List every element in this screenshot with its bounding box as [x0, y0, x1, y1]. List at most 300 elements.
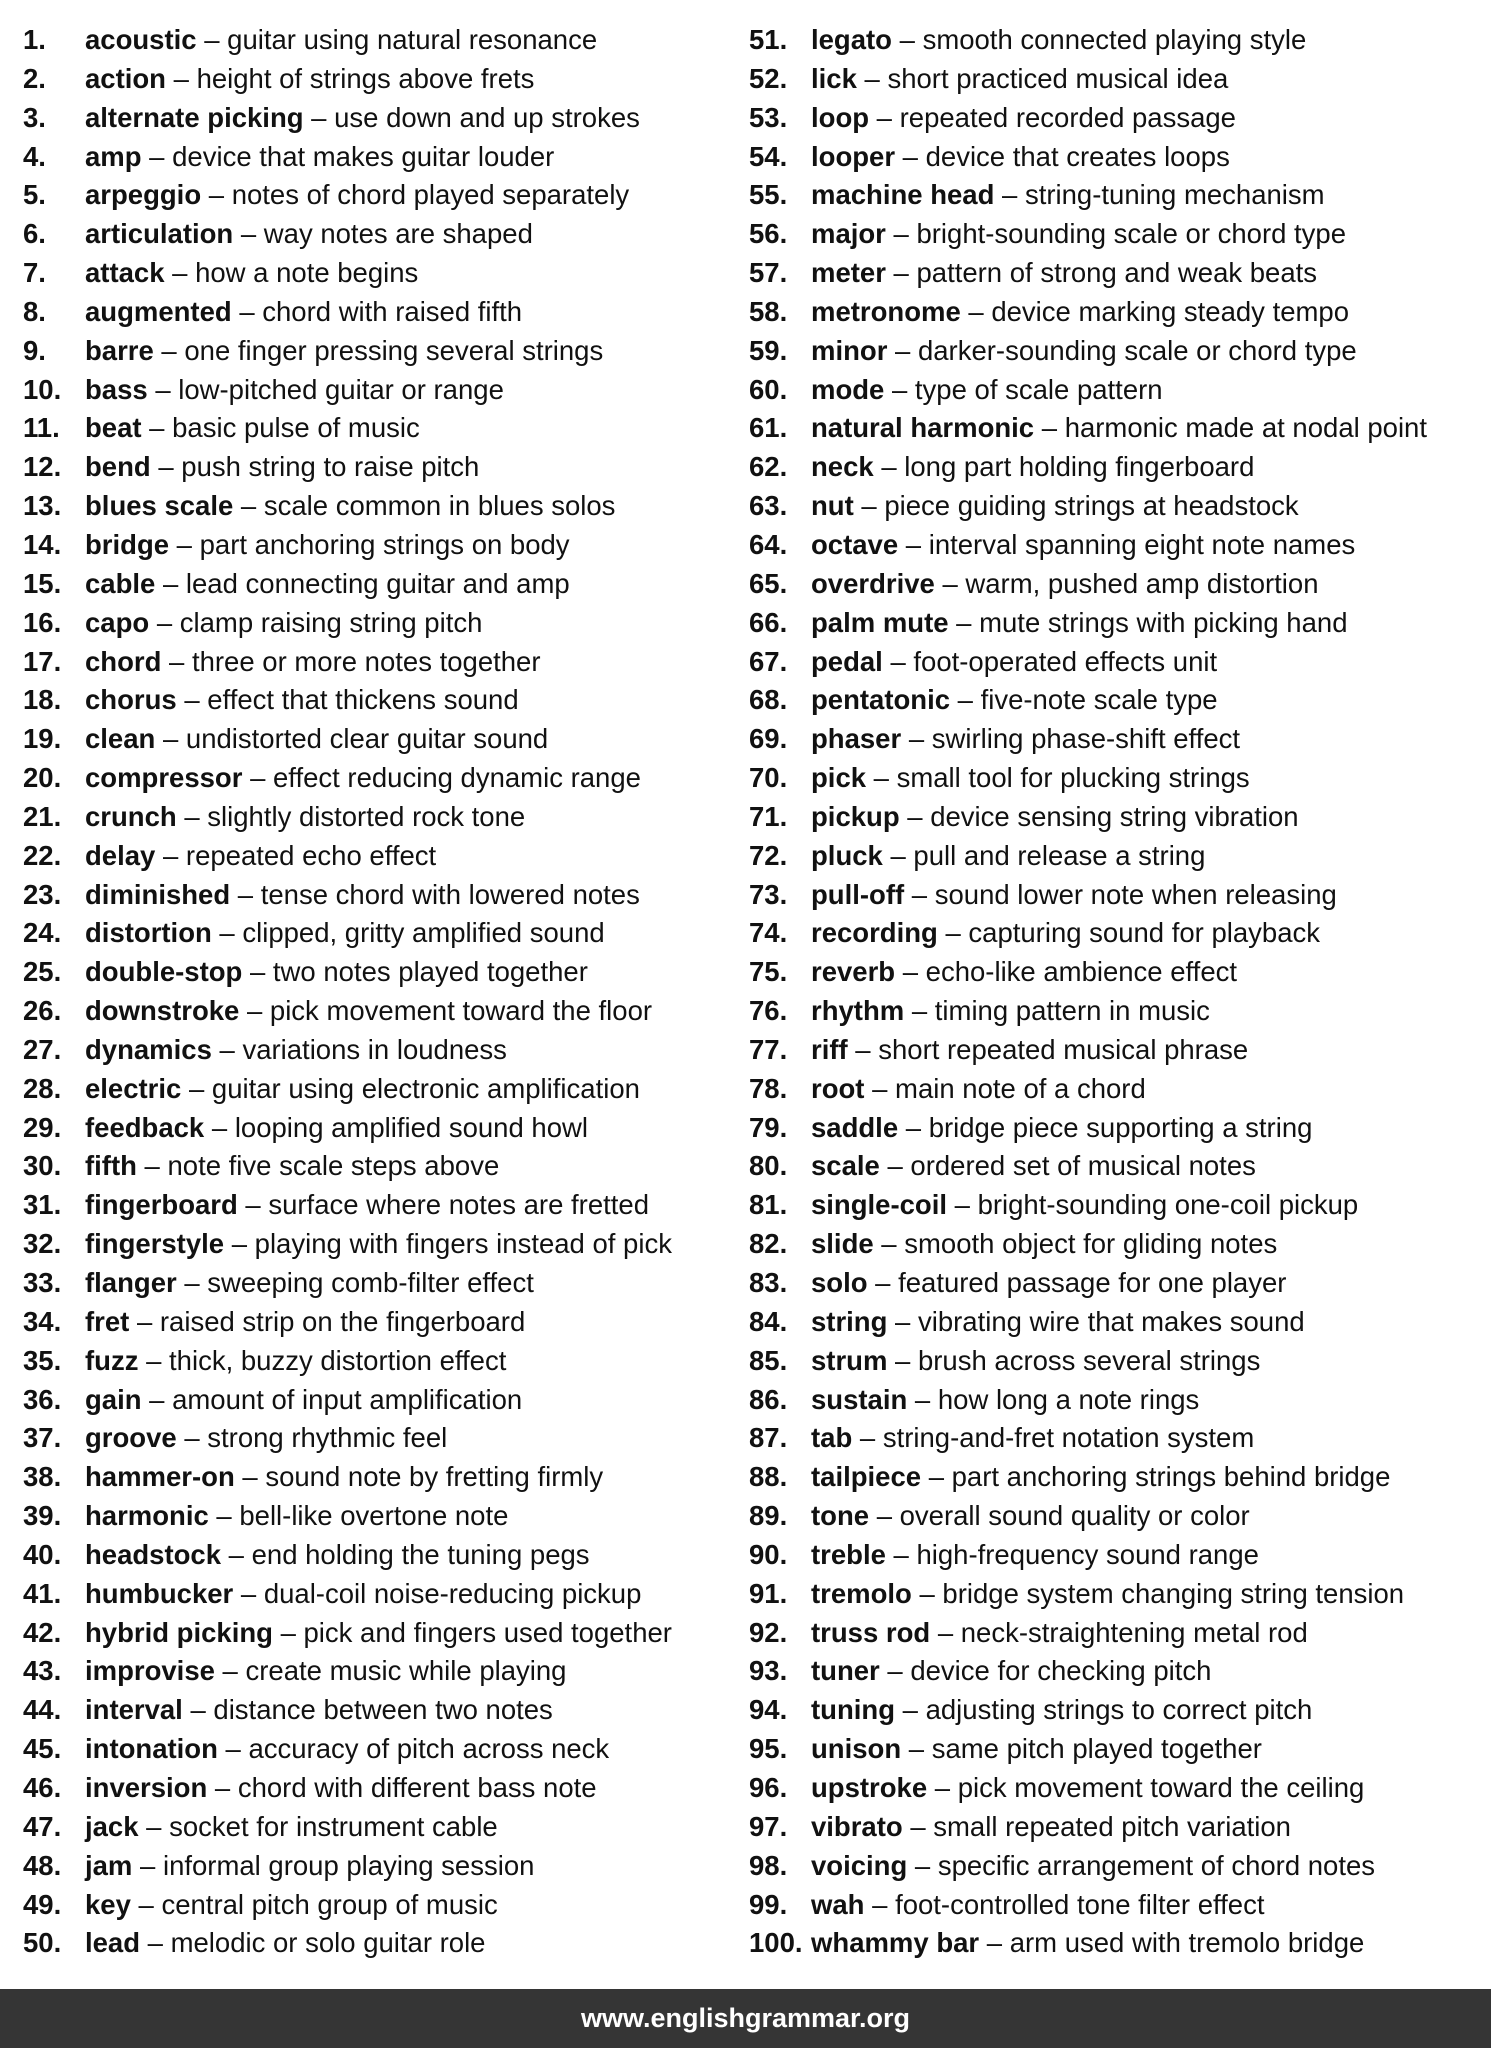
entry-number: 41. [23, 1577, 62, 1609]
entry-term: compressor [85, 762, 243, 794]
entry-definition: same pitch played together [931, 1733, 1262, 1765]
glossary-entry [749, 1225, 1489, 1264]
entry-definition: device that creates loops [925, 140, 1230, 172]
entry-definition: pick movement toward the ceiling [957, 1771, 1365, 1803]
entry-definition: pick and fingers used together [303, 1616, 672, 1648]
entry-term: fuzz [85, 1344, 139, 1376]
entry-term: natural harmonic [811, 412, 1035, 444]
glossary-entry [749, 1730, 1489, 1769]
glossary-entry [749, 1808, 1489, 1847]
entry-separator: – [882, 645, 914, 677]
entry-number: 95. [749, 1733, 788, 1765]
entry-term: amp [85, 140, 142, 172]
entry-term: electric [85, 1072, 182, 1104]
glossary-entry [23, 21, 723, 60]
entry-definition: neck-straightening metal rod [960, 1616, 1308, 1648]
entry-term: blues scale [85, 490, 234, 522]
glossary-entry [23, 1070, 723, 1109]
entry-number: 10. [23, 373, 62, 405]
glossary-entry [749, 1070, 1489, 1109]
entry-separator: – [196, 24, 228, 55]
glossary-entry [23, 681, 723, 720]
entry-separator: – [129, 1305, 160, 1337]
glossary-entry [23, 992, 723, 1031]
glossary-entry [749, 565, 1489, 604]
entry-number: 34. [23, 1305, 62, 1337]
entry-number: 85. [749, 1344, 788, 1376]
entry-separator: – [873, 1228, 905, 1260]
entry-definition: ordered set of musical notes [910, 1150, 1256, 1182]
entry-term: single-coil [811, 1189, 947, 1221]
entry-number: 38. [23, 1461, 62, 1493]
entry-definition: surface where notes are fretted [268, 1189, 649, 1221]
glossary-entry [23, 1536, 723, 1575]
entry-term: fret [85, 1305, 130, 1337]
glossary-entry [749, 876, 1489, 915]
entry-number: 61. [749, 412, 788, 444]
entry-definition: central pitch group of music [161, 1888, 498, 1920]
entry-term: hybrid picking [85, 1616, 273, 1648]
entry-definition: five-note scale type [980, 684, 1218, 716]
entry-separator: – [879, 1150, 911, 1182]
entry-definition: string-and-fret notation system [882, 1422, 1255, 1454]
entry-separator: – [147, 373, 179, 405]
entry-separator: – [169, 528, 200, 560]
entry-definition: basic pulse of music [172, 412, 420, 444]
entry-number: 5. [23, 179, 46, 211]
entry-number: 88. [749, 1461, 788, 1493]
entry-number: 49. [23, 1888, 62, 1920]
entry-term: chorus [85, 684, 177, 716]
glossary-entry [23, 176, 723, 215]
entry-definition: clipped, gritty amplified sound [242, 917, 605, 949]
glossary-entry [23, 1264, 723, 1303]
entry-definition: high-frequency sound range [916, 1538, 1259, 1570]
glossary-entry [749, 254, 1489, 293]
glossary-entry [23, 409, 723, 448]
glossary-entry [23, 1381, 723, 1420]
glossary-entry [749, 409, 1489, 448]
entry-separator: – [930, 1616, 961, 1648]
entry-separator: – [164, 257, 196, 289]
entry-term: unison [811, 1733, 902, 1765]
entry-separator: – [895, 1694, 926, 1726]
entry-term: fingerboard [85, 1189, 238, 1221]
entry-definition: small repeated pitch variation [933, 1810, 1291, 1842]
entry-separator: – [182, 1694, 214, 1726]
entry-separator: – [176, 684, 208, 716]
entry-term: riff [811, 1033, 848, 1065]
entry-separator: – [902, 1810, 934, 1842]
entry-separator: – [161, 645, 192, 677]
entry-definition: create music while playing [245, 1655, 567, 1687]
entry-separator: – [155, 723, 186, 755]
entry-number: 99. [749, 1888, 788, 1920]
entry-number: 25. [23, 956, 62, 988]
entry-definition: guitar using natural resonance [227, 24, 598, 55]
entry-definition: two notes played together [272, 956, 588, 988]
entry-separator: – [233, 490, 264, 522]
glossary-entry [749, 293, 1489, 332]
entry-separator: – [150, 451, 182, 483]
glossary-entry [23, 643, 723, 682]
entry-number: 92. [749, 1616, 788, 1648]
entry-separator: – [885, 1538, 917, 1570]
entry-definition: small tool for plucking strings [896, 762, 1250, 794]
entry-number: 42. [23, 1616, 62, 1648]
entry-definition: dual-coil noise-reducing pickup [263, 1577, 642, 1609]
glossary-entry [23, 293, 723, 332]
glossary-entry [749, 1536, 1489, 1575]
entry-term: chord [85, 645, 162, 677]
entry-number: 70. [749, 762, 788, 794]
entry-separator: – [149, 606, 180, 638]
entry-definition: sound lower note when releasing [934, 878, 1337, 910]
entry-definition: effect that thickens sound [207, 684, 519, 716]
footer-url[interactable]: www.englishgrammar.org [580, 2003, 911, 2033]
entry-number: 100. [749, 1927, 803, 1959]
entry-number: 37. [23, 1422, 62, 1454]
entry-separator: – [947, 1189, 978, 1221]
entry-definition: distance between two notes [213, 1694, 553, 1726]
entry-separator: – [921, 1461, 952, 1493]
entry-definition: main note of a chord [895, 1072, 1146, 1104]
entry-definition: device for checking pitch [910, 1655, 1212, 1687]
glossary-entry [23, 1419, 723, 1458]
entry-number: 81. [749, 1189, 788, 1221]
entry-definition: low-pitched guitar or range [178, 373, 504, 405]
entry-term: jam [85, 1849, 133, 1881]
entry-term: solo [811, 1267, 868, 1298]
entry-term: mode [811, 373, 885, 405]
glossary-entry [23, 1886, 723, 1925]
entry-number: 26. [23, 995, 62, 1027]
entry-number: 31. [23, 1189, 62, 1221]
entry-number: 62. [749, 451, 788, 483]
entry-separator: – [217, 1733, 249, 1765]
entry-number: 83. [749, 1267, 788, 1298]
glossary-entry [749, 448, 1489, 487]
entry-separator: – [895, 140, 926, 172]
entry-separator: – [141, 140, 173, 172]
entry-term: harmonic [85, 1500, 209, 1532]
entry-definition: guitar using electronic amplification [211, 1072, 640, 1104]
glossary-entry [749, 992, 1489, 1031]
entry-definition: pull and release a string [913, 839, 1206, 871]
glossary-entry [23, 876, 723, 915]
entry-separator: – [130, 1888, 162, 1920]
entry-number: 97. [749, 1810, 788, 1842]
entry-separator: – [891, 24, 923, 55]
entry-number: 87. [749, 1422, 788, 1454]
glossary-entry [749, 1419, 1489, 1458]
entry-definition: capturing sound for playback [968, 917, 1321, 949]
glossary-entry [23, 604, 723, 643]
entry-definition: foot-operated effects unit [913, 645, 1218, 677]
entry-term: feedback [85, 1111, 205, 1143]
entry-number: 74. [749, 917, 788, 949]
entry-separator: – [138, 1344, 170, 1376]
entry-number: 36. [23, 1383, 62, 1415]
entry-term: arpeggio [85, 179, 202, 211]
glossary-entry [749, 99, 1489, 138]
entry-definition: socket for instrument cable [169, 1810, 498, 1842]
glossary-entry [23, 1730, 723, 1769]
entry-number: 82. [749, 1228, 788, 1260]
entry-definition: short repeated musical phrase [878, 1033, 1249, 1065]
entry-term: scale [811, 1150, 880, 1182]
entry-definition: lead connecting guitar and amp [185, 567, 570, 599]
entry-number: 68. [749, 684, 788, 716]
entry-term: alternate picking [85, 101, 304, 133]
glossary-entry [23, 1808, 723, 1847]
entry-number: 23. [23, 878, 62, 910]
glossary-entry [23, 1497, 723, 1536]
entry-number: 56. [749, 218, 788, 250]
entry-definition: type of scale pattern [914, 373, 1163, 405]
entry-term: rhythm [811, 995, 905, 1027]
entry-number: 86. [749, 1383, 788, 1415]
glossary-entry [23, 254, 723, 293]
entry-term: downstroke [85, 995, 240, 1027]
glossary-entry [749, 837, 1489, 876]
glossary-entry [749, 332, 1489, 371]
glossary-entry [749, 1847, 1489, 1886]
entry-term: key [85, 1888, 131, 1920]
entry-term: interval [85, 1694, 183, 1726]
entry-definition: use down and up strokes [334, 101, 640, 133]
entry-number: 80. [749, 1150, 788, 1182]
glossary-entry [749, 1147, 1489, 1186]
glossary-entry [749, 1769, 1489, 1808]
glossary-column-right [749, 21, 1489, 1963]
entry-separator: – [230, 878, 261, 910]
entry-number: 72. [749, 839, 788, 871]
entry-term: whammy bar [811, 1927, 980, 1959]
glossary-entry [23, 215, 723, 254]
entry-number: 89. [749, 1500, 788, 1532]
entry-separator: – [132, 1849, 163, 1881]
entry-term: capo [85, 606, 150, 638]
glossary-entry [23, 448, 723, 487]
glossary-entry [23, 1847, 723, 1886]
entry-separator: – [242, 762, 274, 794]
entry-separator: – [214, 1655, 246, 1687]
entry-definition: warm, pushed amp distortion [965, 567, 1319, 599]
entry-term: root [811, 1072, 865, 1104]
entry-separator: – [911, 1577, 943, 1609]
entry-definition: smooth connected playing style [922, 24, 1307, 55]
entry-definition: looping amplified sound howl [234, 1111, 588, 1143]
entry-number: 14. [23, 528, 62, 560]
glossary-entry [23, 798, 723, 837]
entry-separator: – [208, 1500, 240, 1532]
entry-term: major [811, 218, 886, 250]
entry-number: 16. [23, 606, 62, 638]
entry-number: 13. [23, 490, 62, 522]
entry-term: action [85, 62, 166, 94]
entry-separator: – [979, 1927, 1010, 1959]
entry-separator: – [181, 1072, 212, 1104]
entry-definition: featured passage for one player [898, 1267, 1287, 1298]
entry-term: articulation [85, 218, 234, 250]
entry-term: hammer-on [85, 1461, 235, 1493]
entry-number: 63. [749, 490, 788, 522]
entry-definition: bridge piece supporting a string [928, 1111, 1313, 1143]
entry-definition: bright-sounding one-coil pickup [977, 1189, 1359, 1221]
glossary-entry [749, 1691, 1489, 1730]
entry-number: 45. [23, 1733, 62, 1765]
entry-number: 28. [23, 1072, 62, 1104]
entry-term: wah [811, 1888, 865, 1920]
entry-separator: – [927, 1771, 958, 1803]
entry-separator: – [994, 179, 1025, 211]
entry-term: tailpiece [811, 1461, 922, 1493]
entry-number: 79. [749, 1111, 788, 1143]
entry-term: lick [811, 62, 857, 94]
entry-separator: – [201, 179, 232, 211]
entry-separator: – [873, 451, 905, 483]
entry-separator: – [904, 995, 935, 1027]
glossary-entry [749, 1342, 1489, 1381]
entry-term: upstroke [811, 1771, 928, 1803]
entry-separator: – [869, 101, 900, 133]
entry-number: 52. [749, 62, 788, 94]
entry-number: 1. [23, 24, 46, 55]
entry-definition: playing with fingers instead of pick [254, 1228, 672, 1260]
entry-term: dynamics [85, 1033, 212, 1065]
entry-definition: variations in loudness [242, 1033, 507, 1065]
glossary-entry [23, 487, 723, 526]
glossary-entry [749, 1497, 1489, 1536]
entry-number: 39. [23, 1500, 62, 1532]
entry-term: truss rod [811, 1616, 931, 1648]
entry-term: pedal [811, 645, 883, 677]
entry-number: 3. [23, 101, 46, 133]
entry-definition: harmonic made at nodal point [1064, 412, 1427, 444]
glossary-entry [23, 1652, 723, 1691]
entry-definition: device sensing string vibration [930, 800, 1299, 832]
entry-definition: three or more notes together [191, 645, 541, 677]
entry-definition: strong rhythmic feel [207, 1422, 448, 1454]
entry-separator: – [221, 1538, 252, 1570]
entry-number: 94. [749, 1694, 788, 1726]
glossary-entry [749, 21, 1489, 60]
entry-number: 24. [23, 917, 62, 949]
entry-separator: – [176, 800, 208, 832]
entry-separator: – [884, 373, 915, 405]
glossary-entry [23, 1147, 723, 1186]
glossary-entry [749, 1031, 1489, 1070]
entry-separator: – [901, 1733, 932, 1765]
entry-number: 17. [23, 645, 62, 677]
entry-definition: bright-sounding scale or chord type [916, 218, 1347, 250]
glossary-entry [749, 1381, 1489, 1420]
entry-term: tuning [811, 1694, 895, 1726]
entry-separator: – [904, 878, 935, 910]
entry-definition: raised strip on the fingerboard [159, 1305, 526, 1337]
entry-separator: – [155, 839, 186, 871]
entry-term: inversion [85, 1771, 208, 1803]
entry-number: 73. [749, 878, 788, 910]
entry-definition: darker-sounding scale or chord type [917, 334, 1357, 366]
glossary-entry [749, 1264, 1489, 1303]
entry-term: fingerstyle [85, 1228, 225, 1260]
glossary-entry [23, 565, 723, 604]
entry-number: 76. [749, 995, 788, 1027]
entry-term: pick [811, 762, 867, 794]
entry-separator: – [856, 62, 888, 94]
entry-number: 30. [23, 1150, 62, 1182]
glossary-entry [749, 1458, 1489, 1497]
entry-separator: – [864, 1072, 896, 1104]
entry-number: 11. [23, 412, 60, 444]
entry-separator: – [211, 917, 243, 949]
glossary-column-left [23, 21, 723, 1963]
entry-term: headstock [85, 1538, 222, 1570]
glossary-entry [23, 1186, 723, 1225]
entry-number: 77. [749, 1033, 788, 1065]
entry-number: 27. [23, 1033, 62, 1065]
glossary-entry [23, 99, 723, 138]
entry-definition: part anchoring strings on body [199, 528, 570, 560]
entry-number: 53. [749, 101, 788, 133]
entry-separator: – [887, 1344, 918, 1376]
entry-separator: – [207, 1771, 238, 1803]
entry-term: slide [811, 1228, 874, 1260]
entry-term: tuner [811, 1655, 880, 1687]
entry-definition: long part holding fingerboard [904, 451, 1255, 483]
entry-separator: – [176, 1422, 208, 1454]
entry-definition: bridge system changing string tension [942, 1577, 1405, 1609]
glossary-entry [23, 1458, 723, 1497]
entry-term: attack [85, 257, 165, 289]
entry-separator: – [901, 723, 932, 755]
entry-term: tremolo [811, 1577, 912, 1609]
entry-number: 9. [23, 334, 46, 366]
entry-separator: – [204, 1111, 235, 1143]
entry-number: 21. [23, 800, 62, 832]
entry-definition: swirling phase-shift effect [931, 723, 1241, 755]
glossary-entry [749, 914, 1489, 953]
entry-separator: – [272, 1616, 304, 1648]
entry-number: 64. [749, 528, 788, 560]
entry-separator: – [934, 567, 966, 599]
entry-term: legato [811, 24, 892, 55]
entry-definition: pick movement toward the floor [269, 995, 653, 1027]
entry-definition: scale common in blues solos [263, 490, 616, 522]
entry-term: diminished [85, 878, 231, 910]
entry-number: 48. [23, 1849, 62, 1881]
entry-separator: – [898, 528, 929, 560]
entry-separator: – [869, 1500, 900, 1532]
entry-term: reverb [811, 956, 896, 988]
entry-term: machine head [811, 179, 995, 211]
entry-definition: how a note begins [195, 257, 419, 289]
entry-term: delay [85, 839, 156, 871]
entry-separator: – [211, 1033, 243, 1065]
glossary-entry [23, 837, 723, 876]
entry-number: 2. [23, 62, 46, 94]
entry-separator: – [887, 1305, 918, 1337]
glossary-entry [23, 1924, 723, 1963]
glossary-entry [23, 526, 723, 565]
entry-separator: – [234, 1461, 266, 1493]
entry-term: groove [85, 1422, 177, 1454]
entry-separator: – [853, 490, 885, 522]
entry-number: 69. [749, 723, 788, 755]
entry-separator: – [233, 218, 264, 250]
